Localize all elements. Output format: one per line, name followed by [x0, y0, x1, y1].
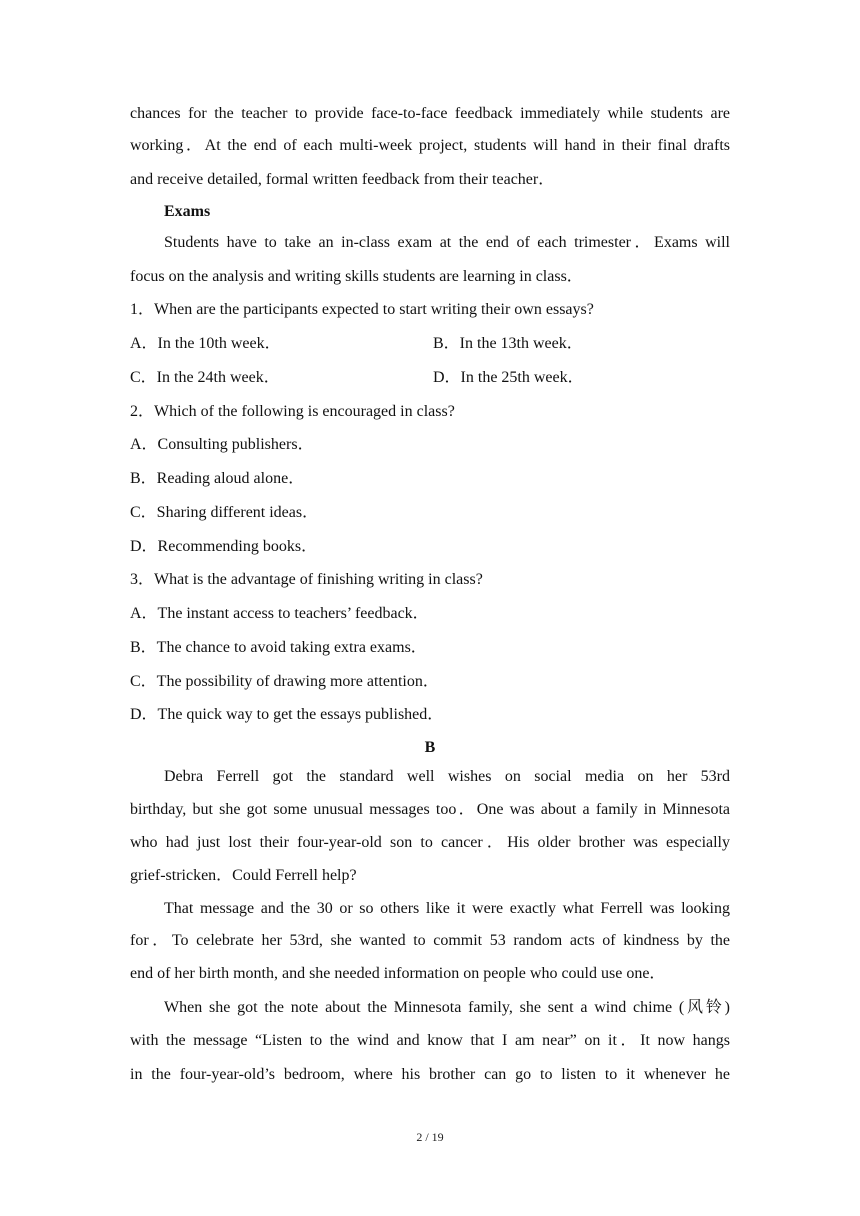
section-b-title: B [424, 739, 436, 756]
question-3-option-d: D．The quick way to get the essays published． [130, 706, 444, 723]
paragraph-line: When she got the note about the Minnesota family, she sent a wind chime (风铃) [164, 999, 730, 1016]
question-1-option-b: B．In the 13th week． [433, 335, 583, 352]
question-2-option-c: C．Sharing different ideas． [130, 504, 319, 521]
question-3-stem: 3．What is the advantage of finishing writing in class? [130, 571, 483, 588]
paragraph-line: chances for the teacher to provide face-to-face feedback immediately while students are [130, 105, 730, 122]
question-1-stem: 1．When are the participants expected to start writing their own essays? [130, 301, 594, 318]
question-3-option-b: B．The chance to avoid taking extra exams． [130, 639, 427, 656]
paragraph-line: who had just lost their four-year-old son to cancer．His older brother was especially [130, 834, 730, 851]
paragraph-line: grief-stricken．Could Ferrell help? [130, 867, 357, 884]
page-number: 2 / 19 [416, 1130, 444, 1144]
paragraph-line: in the four-year-old’s bedroom, where his brother can go to listen to it whenever he [130, 1066, 730, 1083]
paragraph-line: birthday, but she got some unusual messages too．One was about a family in Minnesota [130, 801, 730, 818]
paragraph-line: for．To celebrate her 53rd, she wanted to commit 53 random acts of kindness by the [130, 932, 730, 949]
paragraph-line: with the message “Listen to the wind and know that I am near” on it．It now hangs [130, 1032, 730, 1049]
paragraph-line: Students have to take an in-class exam at the end of each trimester．Exams will [164, 234, 730, 251]
paragraph-line: That message and the 30 or so others like it were exactly what Ferrell was looking [164, 900, 730, 917]
question-2-option-d: D．Recommending books． [130, 538, 318, 555]
question-2-stem: 2．Which of the following is encouraged in class? [130, 403, 455, 420]
question-1-option-c: C．In the 24th week． [130, 369, 280, 386]
section-heading-exams: Exams [164, 203, 211, 220]
question-2-option-a: A．Consulting publishers． [130, 436, 314, 453]
question-3-option-c: C．The possibility of drawing more attention． [130, 673, 439, 690]
paragraph-line: and receive detailed, formal written feedback from their teacher． [130, 171, 555, 188]
question-2-option-b: B．Reading aloud alone． [130, 470, 305, 487]
question-1-option-d: D．In the 25th week． [433, 369, 584, 386]
paragraph-line: end of her birth month, and she needed information on people who could use one． [130, 965, 666, 982]
question-3-option-a: A．The instant access to teachers’ feedback． [130, 605, 429, 622]
question-1-option-a: A．In the 10th week． [130, 335, 281, 352]
paragraph-line: Debra Ferrell got the standard well wishes on social media on her 53rd [164, 768, 730, 785]
paragraph-line: focus on the analysis and writing skills students are learning in class． [130, 268, 583, 285]
paragraph-line: working．At the end of each multi-week project, students will hand in their final drafts [130, 137, 730, 154]
